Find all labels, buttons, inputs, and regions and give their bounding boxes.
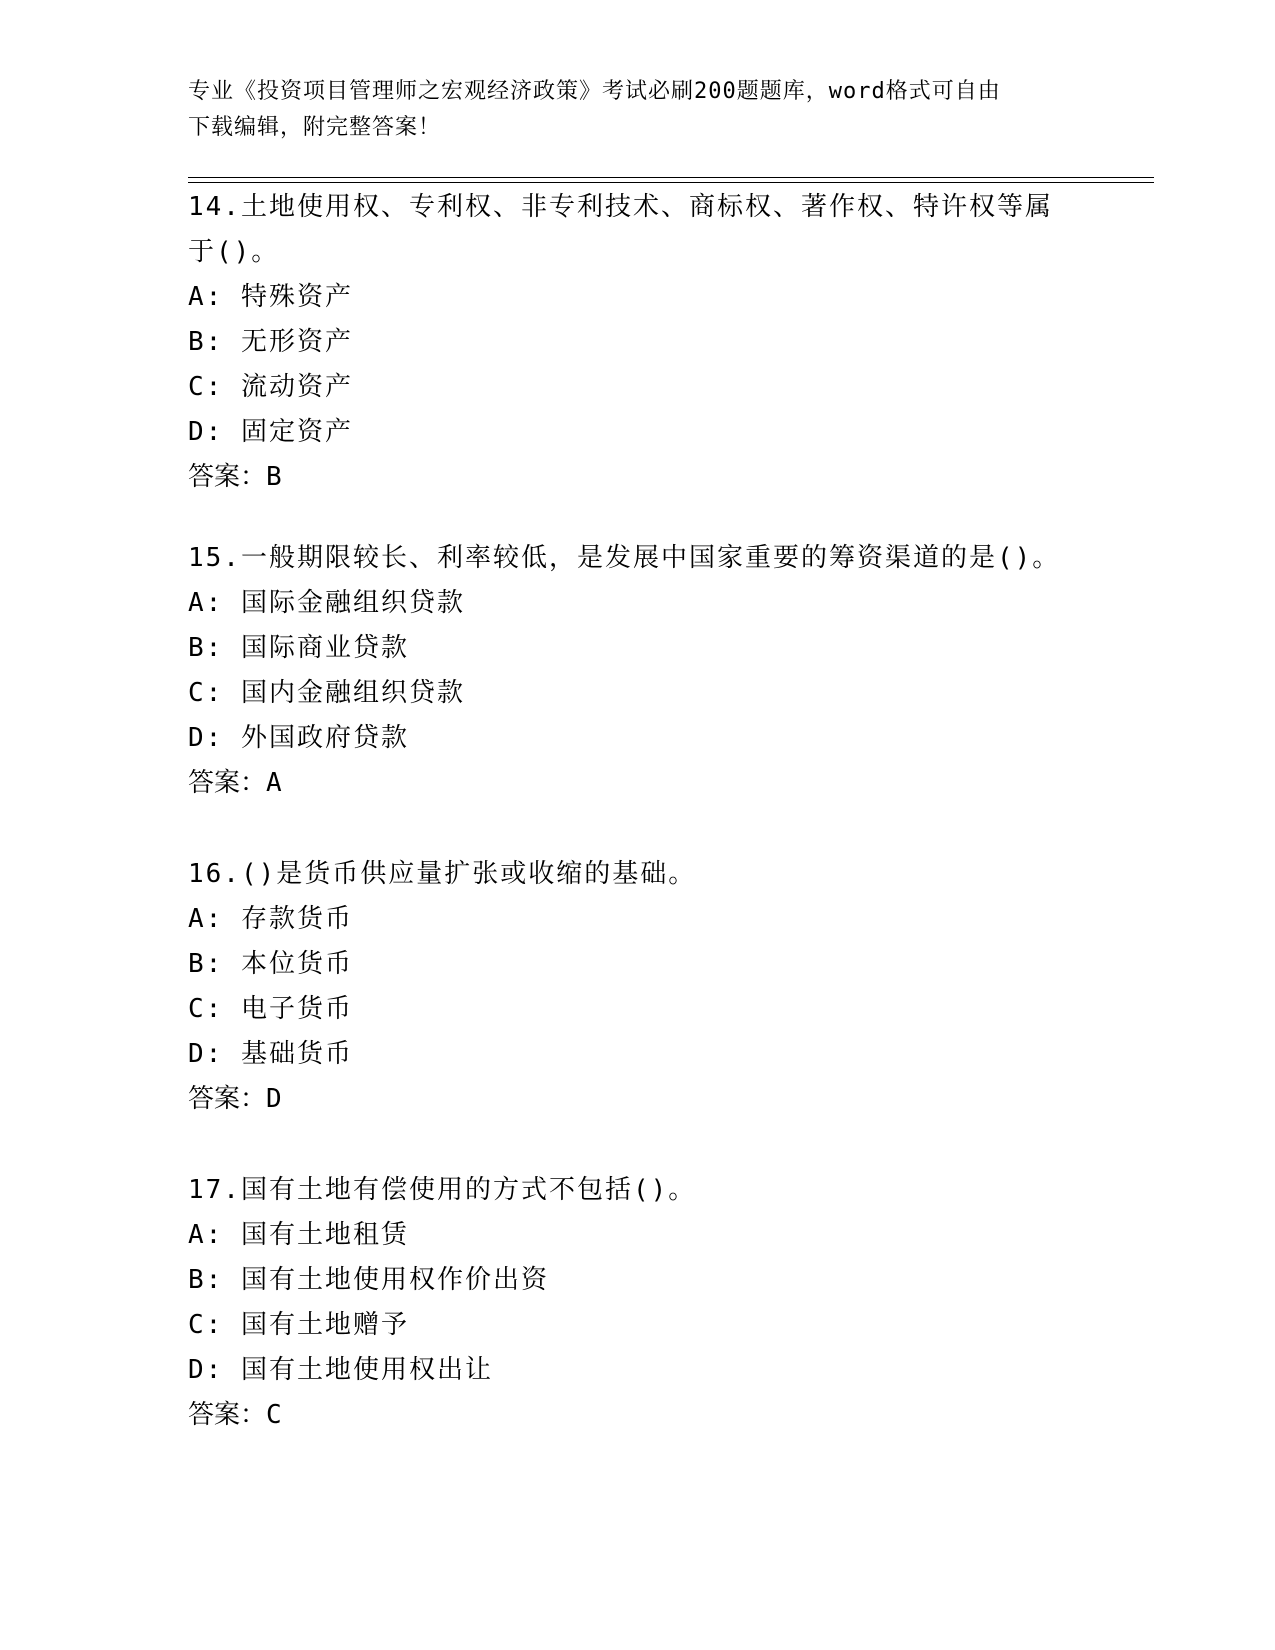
question-14 xyxy=(188,185,1088,500)
question-text-line-1: 15.一般期限较长、利率较低，是发展中国家重要的筹资渠道的是()。 xyxy=(188,543,1061,573)
answer-value: D xyxy=(266,1084,282,1114)
option-c: C: 流动资产 xyxy=(188,372,353,402)
answer-label: 答案： xyxy=(188,768,267,798)
answer-value: B xyxy=(266,462,282,492)
option-b: B: 本位货币 xyxy=(188,949,353,979)
header-divider-top xyxy=(188,177,1154,178)
header-divider-bottom xyxy=(188,182,1154,183)
answer-line xyxy=(188,1077,1088,1122)
answer-line xyxy=(188,1393,1088,1438)
document-header xyxy=(188,74,1088,146)
option-b: B: 无形资产 xyxy=(188,327,353,357)
answer-label: 答案： xyxy=(188,462,267,492)
option-a: A: 存款货币 xyxy=(188,904,353,934)
option-d: D: 外国政府贷款 xyxy=(188,723,409,753)
option-d: D: 国有土地使用权出让 xyxy=(188,1355,493,1385)
header-line-1: 专业《投资项目管理师之宏观经济政策》考试必刷200题题库，word格式可自由 xyxy=(188,79,1001,104)
option-c: C: 国内金融组织贷款 xyxy=(188,678,465,708)
question-text-line-1: 14.土地使用权、专利权、非专利技术、商标权、著作权、特许权等属 xyxy=(188,192,1053,222)
option-d: D: 固定资产 xyxy=(188,417,353,447)
option-c: C: 国有土地赠予 xyxy=(188,1310,409,1340)
option-a: A: 国际金融组织贷款 xyxy=(188,588,465,618)
option-a: A: 特殊资产 xyxy=(188,282,353,312)
answer-line xyxy=(188,761,1088,806)
option-b: B: 国有土地使用权作价出资 xyxy=(188,1265,549,1295)
answer-value: C xyxy=(266,1400,282,1430)
question-17 xyxy=(188,1168,1088,1438)
option-c: C: 电子货币 xyxy=(188,994,353,1024)
answer-value: A xyxy=(266,768,282,798)
option-a: A: 国有土地租赁 xyxy=(188,1220,409,1250)
question-text-line-2: 于()。 xyxy=(188,237,280,267)
option-b: B: 国际商业贷款 xyxy=(188,633,409,663)
header-line-2: 下载编辑，附完整答案！ xyxy=(188,115,442,140)
question-15 xyxy=(188,536,1088,806)
question-16 xyxy=(188,852,1088,1122)
answer-line xyxy=(188,455,1088,500)
answer-label: 答案： xyxy=(188,1400,267,1430)
question-text-line-1: 17.国有土地有偿使用的方式不包括()。 xyxy=(188,1175,697,1205)
option-d: D: 基础货币 xyxy=(188,1039,353,1069)
question-text-line-1: 16.()是货币供应量扩张或收缩的基础。 xyxy=(188,859,697,889)
answer-label: 答案： xyxy=(188,1084,267,1114)
